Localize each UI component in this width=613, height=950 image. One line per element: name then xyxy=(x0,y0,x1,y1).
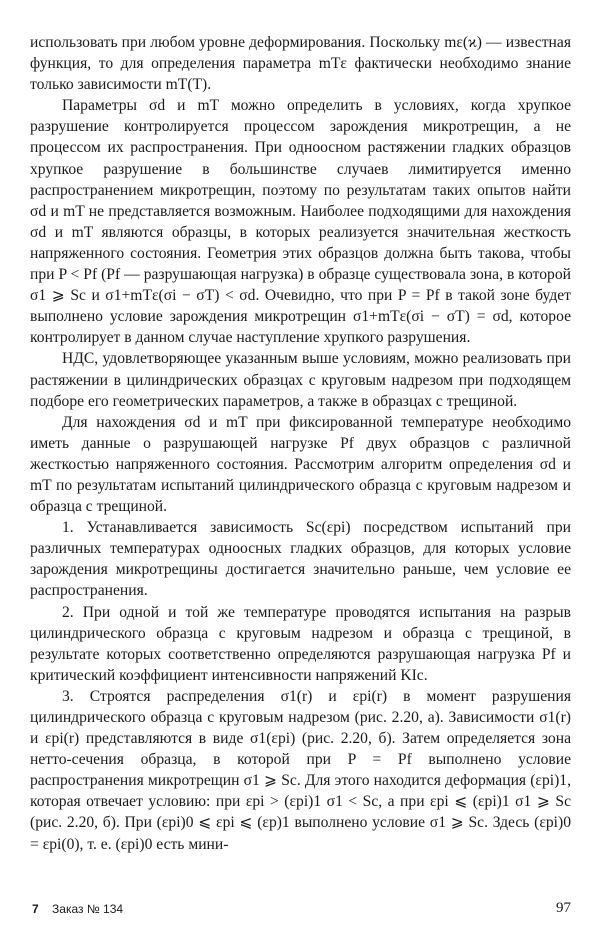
paragraph-7: 3. Строятся распределения σ1(r) и εpi(r) в момент разрушения цилиндрического образца с круговым надрезом (рис. 2.20, а). Зависимости σ1(r) и εpi(r) представляются в виде σ1(εpi) (рис. 2.20, б). Затем определяется зона нетто-сечения образца, в которой при P = Pf выполнено условие распространения микротрещин σ1 ⩾ Sc. Для этого находится деформация (εpi)1, которая отвечает условию: при εpi > (εpi)1 σ1 < Sc, а при εpi ⩽ (εpi)1 σ1 ⩾ Sc (рис. 2.20, б). При (εpi)0 ⩽ εpi ⩽ (εp)1 выполнено условие σ1 ⩾ Sc. Здесь (εpi)0 = εpi(0), т. е. (εpi)0 есть мини- xyxy=(30,687,571,853)
page-body xyxy=(30,32,571,912)
signature-text: Заказ № 134 xyxy=(52,902,124,916)
printer-signature xyxy=(32,902,123,916)
paragraph-1: использовать при любом уровне деформирования. Поскольку mε(ϰ) — известная функция, то для определения параметра mTε фактически необходимо знание только зависимости mT(T). xyxy=(30,34,571,94)
paragraph-3: НДС, удовлетворяющее указанным выше условиям, можно реализовать при растяжении в цилиндрических образцах с круговым надрезом при подходящем подборе его геометрических параметров, а также в образцах с трещиной. xyxy=(30,350,571,410)
paragraph-5: 1. Устанавливается зависимость Sc(εpi) посредством испытаний при различных температурах одноосных гладких образцов, для которых условие зарождения микротрещины достигается значительно раньше, чем условие ее распространения. xyxy=(30,519,571,600)
paragraph-6: 2. При одной и той же температуре проводятся испытания на разрыв цилиндрического образца с круговым надрезом и образца с трещиной, в результате которых соответственно определяются разрушающая нагрузка Pf и критический коэффициент интенсивности напряжений KIc. xyxy=(30,603,571,684)
page-number: 97 xyxy=(556,900,571,916)
page-footer xyxy=(30,900,571,920)
paragraph-4: Для нахождения σd и mT при фиксированной температуре необходимо иметь данные о разрушающей нагрузке Pf двух образцов с различной жесткостью напряженного состояния. Рассмотрим алгоритм определения σd и mT по результатам испытаний цилиндрического образца с круговым надрезом и образца с трещиной. xyxy=(30,413,571,516)
paragraph-2: Параметры σd и mT можно определить в условиях, когда хрупкое разрушение контролируется процессом зарождения микротрещин, а не процессом их распространения. При одноосном растяжении гладких образцов хрупкое разрушение в большинстве случаев лимитируется именно распространением микротрещин, поэтому по результатам таких опытов найти σd и mT не представляется возможным. Наиболее подходящими для нахождения σd и mT являются образцы, в которых реализуется значительная жесткость напряженного состояния. Геометрия этих образцов должна быть такова, чтобы при P < Pf (Pf — разрушающая нагрузка) в образце существовала зона, в которой σ1 ⩾ Sc и σ1+mTε(σi − σT) < σd. Очевидно, что при P = Pf в такой зоне будет выполнено условие зарождения микротрещин σ1+mTε(σi − σT) = σd, которое контролирует в данном случае наступление хрупкого разрушения. xyxy=(30,97,571,347)
signature-number: 7 xyxy=(32,902,39,916)
